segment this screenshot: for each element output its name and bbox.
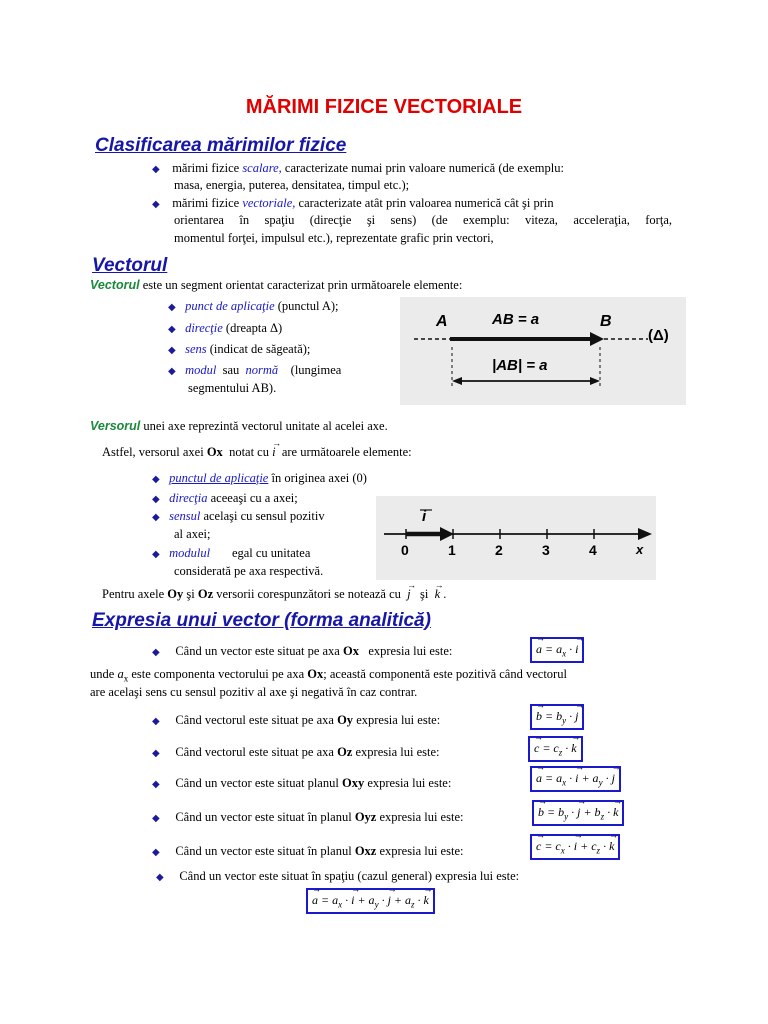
list-item: ◆ sens (indicat de săgeată); [168, 342, 311, 356]
bullet-icon: ◆ [168, 302, 176, 313]
section-heading-vector: Vectorul [92, 255, 168, 276]
bullet-icon: ◆ [152, 716, 160, 727]
list-item-cont: al axei; [174, 527, 211, 541]
bullet-icon: ◆ [152, 748, 160, 759]
tick-label-0: 0 [401, 542, 409, 558]
list-item-cont: orientarea în spaţiu (direcţie şi sens) (de exemplu: viteza, acceleraţia, forţa, [174, 213, 672, 227]
list-item-cont: segmentului AB). [188, 381, 277, 395]
list-item: ◆ modul sau normă (lungimea [168, 363, 342, 377]
formula-oz: → $c = c_z$ · → k [528, 736, 583, 762]
list-item-cont: masa, energia, puterea, densitatea, timpul etc.); [174, 178, 410, 192]
list-item: ◆ punct de aplicaţie (punctul A); [168, 299, 339, 313]
tick-label-4: 4 [589, 542, 597, 558]
versor-definition: Versorul unei axe reprezintă vectorul unitate al acelei axe. [90, 419, 388, 433]
bullet-icon: ◆ [152, 512, 160, 523]
list-item-cont: considerată pe axa respectivă. [174, 564, 324, 578]
list-item: ◆ modulul egal cu unitatea [152, 546, 311, 560]
axis-figure [376, 496, 656, 580]
list-item: ◆ Când vectorul este situat pe axa Oz expresia lui este: [152, 745, 440, 759]
formula-oxy: → $a = a_x$ · → $i + a_y$ · → j [530, 766, 621, 792]
vector-definition: Vectorul este un segment orientat caracterizat prin următoarele elemente: [90, 278, 463, 292]
list-item: ◆ mărimi fizice scalare, caracterizate numai prin valoare numerică (de exemplu: [152, 161, 564, 175]
list-item: ◆ Când un vector este situat pe axa Ox expresia lui este: [152, 644, 453, 658]
versor-note: Pentru axele Oy şi Oz versorii corespunzători se notează cu → j şi → k . [102, 586, 446, 603]
bullet-icon: ◆ [152, 779, 160, 790]
delta-label: (Δ) [648, 327, 669, 344]
bullet-icon: ◆ [168, 324, 176, 335]
bullet-icon: ◆ [156, 872, 164, 883]
bullet-icon: ◆ [152, 813, 160, 824]
component-explanation-cont: are acelaşi sens cu sensul pozitiv al axe şi negativă în caz contrar. [90, 685, 418, 699]
bullet-icon: ◆ [152, 494, 160, 505]
list-item: ◆ Când un vector este situat în spaţiu (cazul general) expresia lui este: [156, 869, 520, 883]
list-item: ◆ Când un vector este situat în planul Oyz expresia lui este: [152, 810, 464, 824]
point-b-label: B [600, 313, 612, 330]
list-item: ◆ sensul acelaşi cu sensul pozitiv [152, 509, 325, 523]
list-item: ◆ Când vectorul este situat pe axa Oy expresia lui este: [152, 713, 441, 727]
bullet-icon: ◆ [152, 549, 160, 560]
bullet-icon: ◆ [168, 366, 176, 377]
formula-oyz: → $b = b_y$ · → $j + b_z$ · → k [532, 800, 624, 826]
bullet-icon: ◆ [152, 847, 160, 858]
modulus-arrow-right [590, 377, 600, 385]
tick-label-1: 1 [448, 542, 456, 558]
x-axis-arrow [638, 528, 652, 540]
list-item: ◆ direcţie (dreapta Δ) [168, 321, 283, 335]
bullet-icon: ◆ [152, 199, 160, 210]
list-item: ◆ direcţia aceeaşi cu a axei; [152, 491, 298, 505]
vector-arrowhead [590, 332, 604, 346]
list-item: ◆ mărimi fizice vectoriale, caracterizate atât prin valoarea numerică cât şi prin [152, 196, 554, 210]
section-heading-classification: Clasificarea mărimilor fizice [95, 135, 347, 156]
vector-figure [400, 297, 686, 405]
bullet-icon: ◆ [152, 164, 160, 175]
list-item: ◆ Când un vector este situat planul Oxy expresia lui este: [152, 776, 452, 790]
section-heading-expression: Expresia unui vector (forma analitică) [92, 610, 431, 631]
axis-diagram [376, 496, 656, 580]
list-item: ◆ punctul de aplicaţie în originea axei (0) [152, 471, 367, 485]
list-item-cont: momentul forţei, impulsul etc.), reprezentate grafic prin vectori, [174, 231, 494, 245]
versor-intro: Astfel, versorul axei Ox notat cu → i are următoarele elemente: [102, 444, 412, 461]
bullet-icon: ◆ [152, 647, 160, 658]
unit-vector-arrowhead [440, 527, 454, 541]
page-title: MĂRIMI FIZICE VECTORIALE [245, 96, 523, 118]
list-item: ◆ Când un vector este situat în planul Oxz expresia lui este: [152, 844, 464, 858]
bullet-icon: ◆ [168, 345, 176, 356]
modulus-arrow-left [452, 377, 462, 385]
component-explanation: unde $a_x$ este componenta vectorului pe axa Ox; această componentă este pozitivă când vectorul [90, 667, 567, 684]
formula-oy: → $b = b_y$ · → j [530, 704, 584, 730]
tick-label-3: 3 [542, 542, 550, 558]
point-a-label: A [436, 313, 448, 330]
formula-oxz: → $c = c_x$ · → $i + c_z$ · → k [530, 834, 620, 860]
tick-label-2: 2 [495, 542, 503, 558]
unit-vector-label: i [422, 508, 427, 525]
vector-ab-label: AB = a [492, 311, 540, 328]
modulus-label: |AB| = a [492, 357, 548, 374]
formula-general: → $a = a_x$ · → $i + a_y$ · → $j + a_z$ · → k [306, 888, 435, 914]
axis-label-x: x [636, 542, 644, 557]
formula-ox: → $a = a_x$ · → i [530, 637, 584, 663]
bullet-icon: ◆ [152, 474, 160, 485]
